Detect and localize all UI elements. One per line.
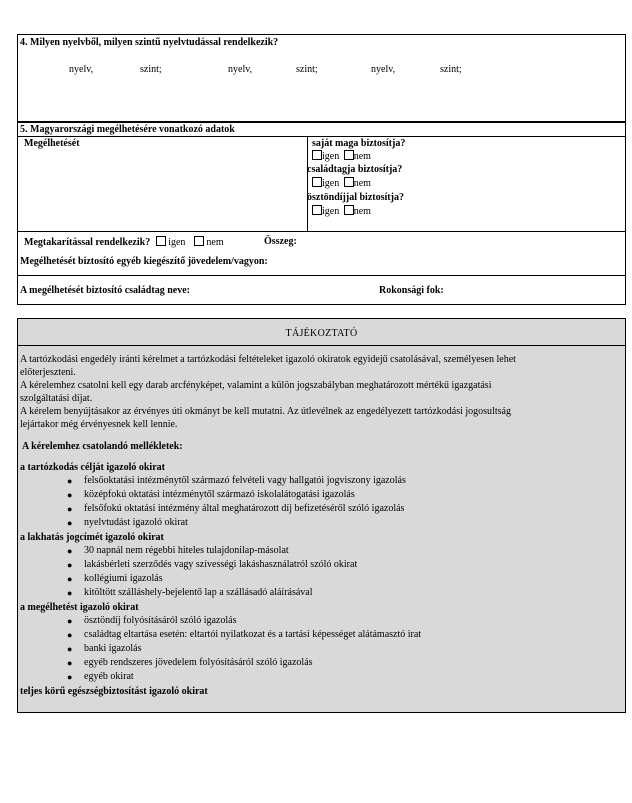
list-item: családtag eltartása esetén: eltartói nyilatkozat és a tartási képességet alátámasztó irat (84, 629, 422, 640)
bullet-icon: ● (67, 490, 73, 500)
savings-row (24, 236, 224, 248)
option-igen-label: igen (322, 206, 340, 217)
option-igen-label: igen (322, 178, 340, 189)
question-scholarship-label: ösztöndíjjal biztosítja? (307, 192, 404, 203)
list-item: nyelvtudást igazoló okirat (84, 517, 188, 528)
option-nem-label: nem (353, 151, 371, 162)
bullet-icon: ● (67, 546, 73, 556)
bullet-icon: ● (67, 672, 73, 682)
savings-nem-label: nem (206, 237, 224, 248)
list-item: egyéb rendszeres jövedelem folyósításáról szóló igazolás (84, 657, 313, 668)
language-field-1[interactable]: nyelv, (69, 64, 94, 75)
language-field-2[interactable]: nyelv, (228, 64, 253, 75)
question-self-label: saját maga biztosítja? (312, 138, 406, 149)
attachments-heading: A kérelemhez csatolandó mellékletek: (22, 441, 183, 452)
list-item: kollégiumi igazolás (84, 573, 163, 584)
list-item: felsőfokú oktatási intézmény által meghatározott díj befizetéséről szóló igazolás (84, 503, 405, 514)
savings-label: Megtakarítással rendelkezik? (24, 237, 151, 248)
list-item: egyéb okirat (84, 671, 134, 682)
question-family-options (312, 177, 371, 189)
divider (17, 275, 626, 276)
bullet-icon: ● (67, 504, 73, 514)
checkbox-igen[interactable] (312, 177, 322, 187)
list-item: felsőoktatási intézménytől származó felvételi vagy hallgatói jogviszony igazolás (84, 475, 406, 486)
savings-nem-checkbox[interactable] (194, 236, 204, 246)
divider (18, 345, 625, 346)
group-1-heading: a tartózkodás célját igazoló okirat (20, 462, 165, 473)
bullet-icon: ● (67, 518, 73, 528)
option-nem-label: nem (353, 206, 371, 217)
group-3-heading: a megélhetést igazoló okirat (20, 602, 139, 613)
family-member-label: A megélhetését biztosító családtag neve: (20, 285, 190, 296)
list-item: kitöltött szálláshely-bejelentő lap a szállásadó aláírásával (84, 587, 313, 598)
savings-igen-label: igen (168, 237, 186, 248)
bullet-icon: ● (67, 630, 73, 640)
bullet-icon: ● (67, 476, 73, 486)
checkbox-igen[interactable] (312, 205, 322, 215)
divider (17, 231, 626, 232)
option-igen-label: igen (322, 151, 340, 162)
language-field-3[interactable]: nyelv, (371, 64, 396, 75)
info-paragraph-2 (20, 380, 625, 405)
checkbox-igen[interactable] (312, 150, 322, 160)
list-item: 30 napnál nem régebbi hiteles tulajdonilap-másolat (84, 545, 289, 556)
text-line: lejártakor még érvényesnek kell lennie. (20, 418, 178, 430)
level-field-2[interactable]: szint; (296, 64, 318, 75)
question-family-label: családtagja biztosítja? (307, 164, 403, 175)
question-self-options (312, 150, 371, 162)
osszeg-label: Összeg: (264, 236, 297, 247)
checkbox-nem[interactable] (344, 150, 354, 160)
level-field-1[interactable]: szint; (140, 64, 162, 75)
bullet-icon: ● (67, 574, 73, 584)
text-line: szolgáltatási díjat. (20, 392, 93, 404)
info-paragraph-1 (20, 354, 625, 379)
section-5-title: 5. Magyarországi megélhetésére vonatkozó adatok (20, 124, 235, 135)
final-requirement: teljes körű egészségbiztosítást igazoló okirat (20, 686, 208, 697)
list-item: banki igazolás (84, 643, 142, 654)
relation-label: Rokonsági fok: (379, 285, 444, 296)
info-box (17, 318, 626, 713)
group-2-heading: a lakhatás jogcímét igazoló okirat (20, 532, 164, 543)
option-nem-label: nem (353, 178, 371, 189)
list-item: lakásbérleti szerződés vagy szívességi lakáshasználatról szóló okirat (84, 559, 358, 570)
divider (17, 136, 626, 137)
divider (307, 136, 308, 231)
list-item: középfokú oktatási intézménytől származó iskolalátogatási igazolás (84, 489, 355, 500)
text-line: A kérelem benyújtásakor az érvényes úti okmányt be kell mutatni. Az útlevélnek az engedélyezett tartózkodási jogosultság (20, 406, 511, 417)
bullet-icon: ● (67, 560, 73, 570)
megelhetes-label: Megélhetését (24, 138, 80, 149)
text-line: A tartózkodási engedély iránti kérelmet a tartózkodási feltételeket igazoló okiratok egyidejű csatolásával, személyesen lehet (20, 354, 516, 365)
savings-igen-checkbox[interactable] (156, 236, 166, 246)
info-title: TÁJÉKOZTATÓ (285, 328, 358, 339)
bullet-icon: ● (67, 616, 73, 626)
level-field-3[interactable]: szint; (440, 64, 462, 75)
bullet-icon: ● (67, 588, 73, 598)
text-line: A kérelemhez csatolni kell egy darab arcfényképet, valamint a külön jogszabályban meghatározott mértékű igazgatási (20, 380, 492, 391)
other-income-label: Megélhetését biztosító egyéb kiegészítő jövedelem/vagyon: (20, 256, 268, 267)
checkbox-nem[interactable] (344, 177, 354, 187)
info-paragraph-3 (20, 406, 625, 431)
question-scholarship-options (312, 205, 371, 217)
checkbox-nem[interactable] (344, 205, 354, 215)
section-4-title: 4. Milyen nyelvből, milyen szintű nyelvtudással rendelkezik? (20, 37, 279, 48)
bullet-icon: ● (67, 658, 73, 668)
bullet-icon: ● (67, 644, 73, 654)
text-line: előterjeszteni. (20, 366, 76, 378)
list-item: ösztöndíj folyósításáról szóló igazolás (84, 615, 237, 626)
